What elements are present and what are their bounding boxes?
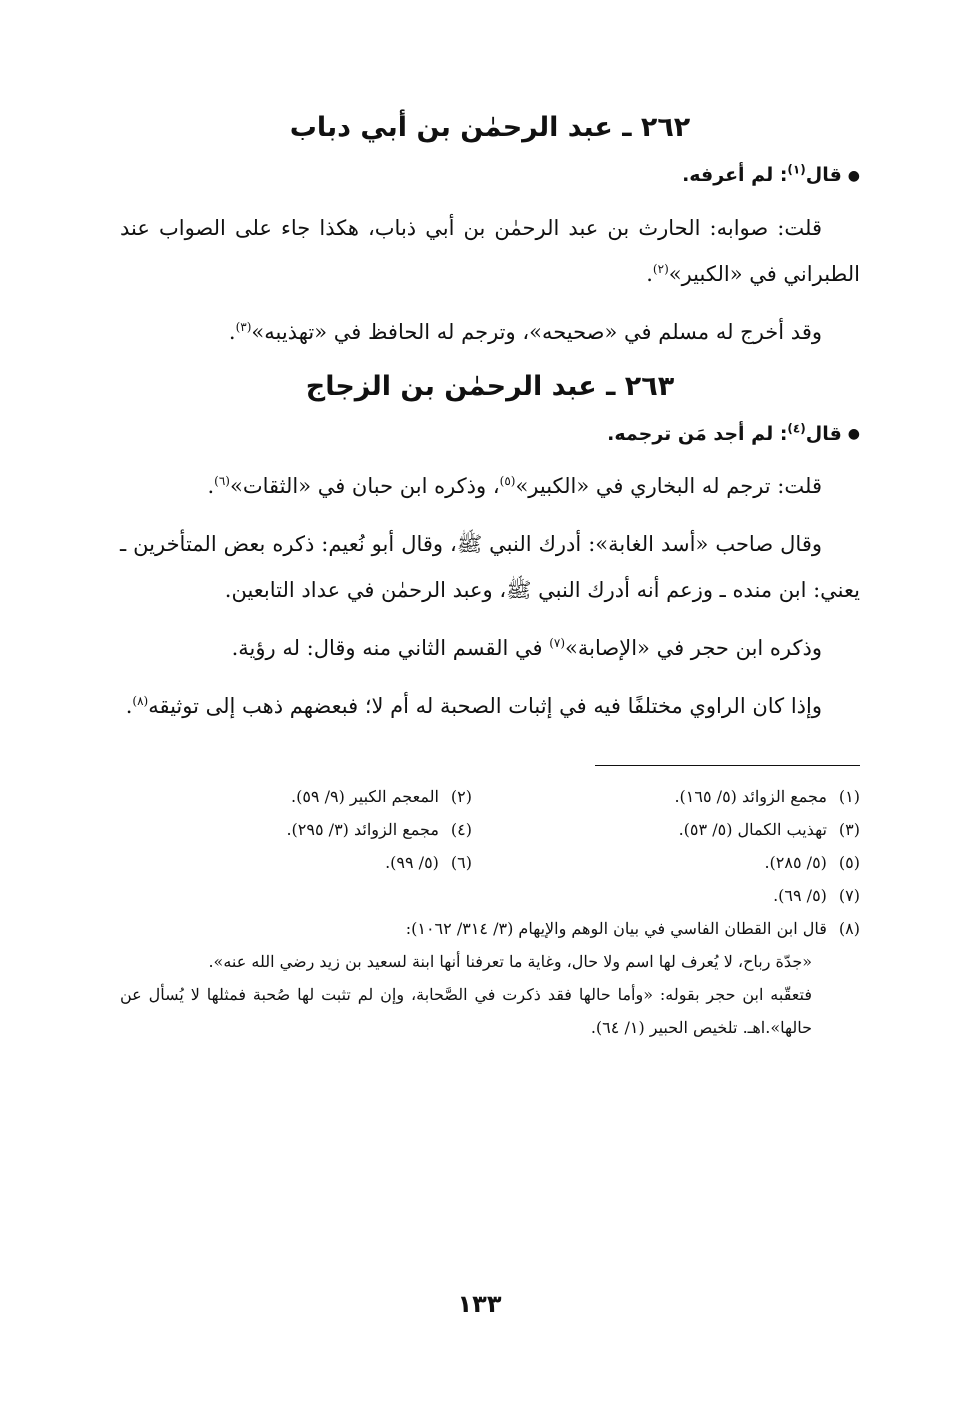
paragraph-text: وقد أخرج له مسلم في «صحيحه»، وترجم له الحافظ في «تهذيبه» (251, 319, 822, 344)
paragraph (120, 463, 860, 509)
footnote-number: (٢) (450, 787, 472, 806)
said-label: قال (805, 422, 842, 445)
said-line-262 (120, 158, 860, 193)
footnote-ref: (٣) (235, 319, 252, 334)
paragraph-end: . (207, 474, 215, 498)
paragraph-text: في القسم الثاني منه وقال: له رؤية. (231, 636, 550, 660)
paragraph (120, 683, 860, 729)
footnote-item (120, 846, 472, 879)
footnote-text: (٥/ ٩٩). (385, 853, 439, 872)
footnote-item-8 (120, 912, 860, 1044)
footnote-spacer (120, 879, 472, 912)
paragraph (120, 309, 860, 355)
paragraph-end: . (646, 261, 653, 286)
footnote-item (508, 813, 860, 846)
paragraph-text: قلت: صوابه: الحارث بن عبد الرحمٰن بن أبي ذباب، هكذا جاء على الصواب عند الطبراني في «الكبير» (120, 215, 860, 286)
footnote-item (120, 813, 472, 846)
footnote-ref: (٨) (132, 694, 149, 708)
footnote-head (120, 912, 860, 945)
footnote-item (508, 846, 860, 879)
paragraph (120, 205, 860, 297)
paragraph-end: . (228, 319, 236, 344)
footnote-text: (٥/ ٢٨٥). (764, 853, 827, 872)
footnote-number: (٦) (450, 853, 472, 872)
paragraph-end: . (125, 694, 133, 718)
footnote-ref: (٥) (499, 474, 516, 488)
footnote-text: المعجم الكبير (٩/ ٥٩). (290, 787, 439, 806)
footnotes (120, 780, 860, 912)
footnote-text: مجمع الزوائد (٥/ ١٦٥). (674, 787, 827, 806)
entry-title-262: ٢٦٢ ـ عبد الرحمٰن بن أبي دباب (289, 112, 691, 143)
paragraph-text: قلت: ترجم له البخاري في «الكبير» (515, 474, 822, 498)
footnote-number: (١) (838, 787, 860, 806)
footnote-ref: (٤) (787, 421, 806, 436)
bullet-icon: ● (847, 167, 860, 184)
said-text: : لم أجد مَن ترجمه. (607, 422, 788, 445)
footnote-number: (٣) (838, 820, 860, 839)
footnote-divider (595, 765, 860, 766)
page-number: ١٣٣ (457, 1290, 502, 1318)
footnote-followup: فتعقّبه ابن حجر بقوله: «وأما حالها فقد ذكرت في الصَّحابة، وإن لم تثبت لها صُحبة فمثلها لا يُسأل عن حالها».اهـ. تلخيص الحبير (١/ ٦٤). (120, 985, 813, 1037)
entry-title-263: ٢٦٣ ـ عبد الرحمٰن بن الزجاج (305, 370, 675, 402)
footnote-item (508, 879, 860, 912)
said-text: : لم أعرفه. (682, 164, 788, 186)
footnote-number: (٨) (838, 919, 860, 938)
footnote-item (508, 780, 860, 813)
footnote-text: مجمع الزوائد (٣/ ٢٩٥). (286, 820, 439, 839)
footnote-quote: «جدّة رباح، لا يُعرف لها اسم ولا حال، وغاية ما تعرفنا أنها ابنة لسعيد بن زيد رضي الله عنه». (208, 952, 812, 971)
said-label: قال (805, 164, 842, 186)
footnote-ref: (٧) (549, 636, 566, 650)
paragraph-text: وإذا كان الراوي مختلفًا فيه في إثبات الصحبة له أم لا؛ فبعضهم ذهب إلى توثيقه (148, 694, 822, 718)
footnote-text: (٥/ ٦٩). (773, 886, 827, 905)
footnote-number: (٤) (450, 820, 472, 839)
paragraph-text: وذكره ابن حجر في «الإصابة» (565, 636, 822, 660)
footnote-text: تهذيب الكمال (٥/ ٥٣). (678, 820, 827, 839)
paragraph-text: ، وذكره ابن حبان في «الثقات» (229, 474, 500, 498)
footnote-ref: (٦) (214, 474, 230, 488)
bullet-icon: ● (847, 426, 860, 442)
paragraph: وقال صاحب «أسد الغابة»: أدرك النبي ﷺ، وقال أبو نُعيم: ذكره بعض المتأخرين ـ يعني: ابن منده ـ وزعم أنه أدرك النبي ﷺ، وعبد الرحمٰن في عداد التابعين. (120, 532, 860, 602)
said-line-263 (120, 417, 860, 452)
footnote-item (120, 780, 472, 813)
footnote-number: (٧) (838, 886, 860, 905)
footnote-number: (٥) (838, 853, 860, 872)
footnote-text: قال ابن القطان الفاسي في بيان الوهم والإيهام (٣/ ٣١٤/ ١٠٦٢): (405, 919, 827, 938)
page-body (120, 100, 860, 1044)
paragraph (120, 625, 860, 671)
footnote-ref: (١) (787, 162, 806, 177)
footnote-ref: (٢) (652, 261, 669, 276)
